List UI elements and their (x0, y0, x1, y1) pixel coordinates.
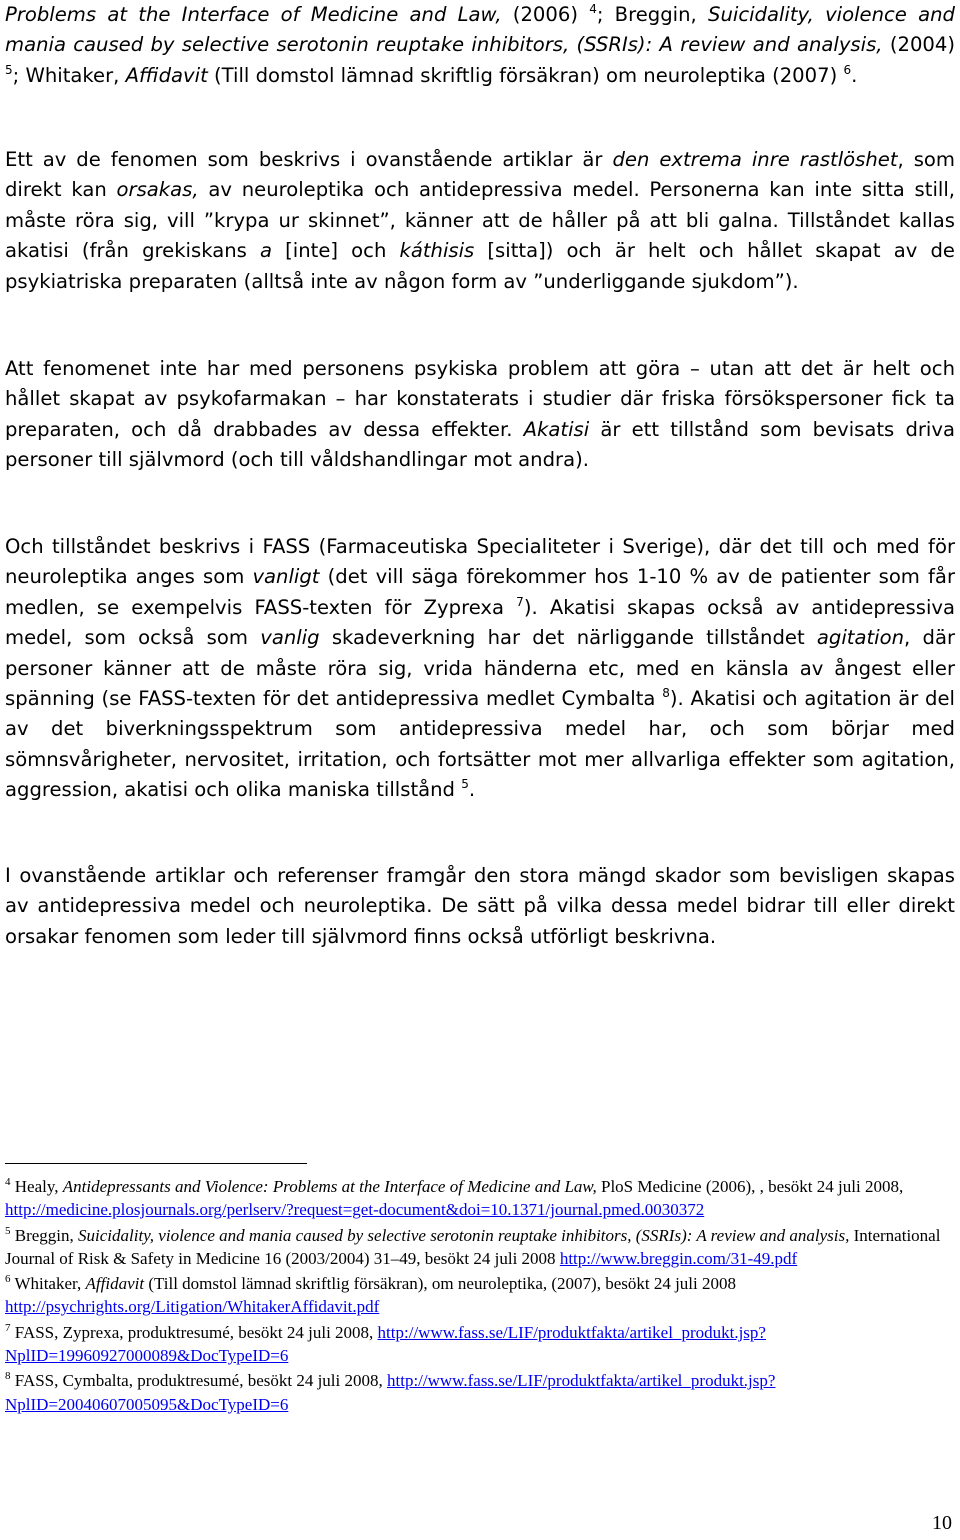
footnote-link[interactable]: http://psychrights.org/Litigation/WhitakerAffidavit.pdf (5, 1297, 380, 1317)
footnote-link[interactable]: http://www.fass.se/LIF/produktfakta/artikel_produkt.jsp?NplID=19960927000089&DocTypeID=6 (5, 1322, 766, 1366)
footnote-separator (5, 1163, 307, 1164)
footnote-text: FASS, Cymbalta, produktresumé, besökt 24 juli 2008, (10, 1371, 388, 1391)
ref-title-healy: Problems at the Interface of Medicine and Law, (5, 3, 502, 26)
footnote-text: FASS, Zyprexa, produktresumé, besökt 24 juli 2008, (10, 1322, 378, 1342)
paragraph-studies (5, 354, 955, 476)
footnote-author: Breggin, (10, 1225, 79, 1245)
text-run: skadeverkning har det närliggande tillståndet (319, 626, 817, 650)
footnote-text: PloS Medicine (2006), , besökt 24 juli 2008, (596, 1177, 904, 1196)
emphasis-text: orsakas, (116, 178, 199, 202)
text-run: [sitta]) och är helt och hållet skapat av de psykiatriska preparaten (alltså inte av någon form av ”underliggande sjukdom”). (5, 239, 955, 293)
footnote-link[interactable]: http://www.breggin.com/31-49.pdf (559, 1248, 798, 1268)
ref-year: (2004) (882, 33, 955, 57)
emphasis-text: agitation (816, 626, 905, 650)
footnotes (5, 1175, 955, 1418)
footnote-text: International Journal of Risk & Safety in Medicine 16 (2003/2004) 31–49, besökt 24 juli 2008 (5, 1225, 941, 1268)
ref-author-whitaker: ; Whitaker, (12, 63, 126, 87)
text-run: Ett av de fenomen som beskrivs i ovanstående artiklar är (5, 148, 613, 171)
text-run: av neuroleptika och antidepressiva medel. Personerna kan inte sitta still, måste röra sig, vill ”krypa ur skinnet”, känner att de håller på att bli galna. Tillståndet kallas akatisi (från grekiskans (5, 178, 955, 263)
ref-year: (2006) (501, 3, 590, 26)
emphasis-text: káthisis (399, 239, 475, 263)
footnote-number: 5 (5, 1224, 11, 1237)
paragraph-akatisi-definition (5, 145, 955, 297)
footnote-6 (5, 1272, 955, 1319)
ref-description: (Till domstol lämnad skriftlig försäkran) om neuroleptika (2007) (207, 63, 844, 87)
ref-title-whitaker: Affidavit (125, 63, 208, 87)
punctuation: . (468, 778, 476, 802)
footnote-ref-4[interactable]: 4 (589, 2, 597, 16)
footnote-ref-6[interactable]: 6 (843, 62, 852, 77)
text-run: är ett tillstånd som bevisats driva personer till självmord (och till våldshandlingar mot andra). (5, 417, 955, 472)
footnote-link[interactable]: http://www.fass.se/LIF/produktfakta/artikel_produkt.jsp?NplID=20040607005095&DocTypeID=6 (5, 1371, 776, 1414)
emphasis-text: Akatisi (523, 417, 590, 441)
footnote-8 (5, 1369, 955, 1416)
emphasis-text: vanlig (260, 626, 320, 650)
footnote-title: Affidavit (85, 1274, 145, 1294)
footnote-title: Antidepressants and Violence: Problems at the Interface of Medicine and Law, (62, 1177, 597, 1196)
emphasis-text: vanligt (252, 565, 320, 589)
emphasis-text: a (260, 239, 273, 263)
text-run: , där personer känner att de måste röra sig, vrida händerna etc, med en känsla av ångest eller spänning (se FASS-texten för det antidepressiva medlet Cymbalta (5, 626, 956, 711)
paragraph-references-continued (5, 0, 955, 91)
footnote-ref-5[interactable]: 5 (461, 777, 469, 792)
footnote-number: 7 (5, 1321, 11, 1334)
paragraph-fass (5, 532, 955, 806)
footnote-number: 4 (5, 1176, 11, 1188)
ref-title-breggin: Suicidality, violence and mania caused by selective serotonin reuptake inhibitors, (SSRIs): A review and analysis, (5, 3, 955, 57)
text-run: , som direkt kan (5, 148, 955, 202)
text-run: ). Akatisi och agitation är del av det biverkningsspektrum som antidepressiva medel har, och som börjar med sömnsvårigheter, nervositet, irritation, och fortsätter mot mer allvarliga effekter som agitation, aggression, akatisi och olika maniska tillstånd (5, 687, 955, 802)
footnote-title: Suicidality, violence and mania caused by selective serotonin reuptake inhibitors, (SSRIs): A review and analysis, (78, 1225, 850, 1245)
text-run: (det vill säga förekommer hos 1-10 % av de patienter som får medlen, se exempelvis FASS-texten för Zyprexa (5, 565, 955, 619)
text-run: ). Akatisi skapas också av antidepressiva medel, som också som (5, 595, 956, 650)
punctuation: . (851, 63, 858, 87)
ref-author-breggin: ; Breggin, (596, 3, 709, 26)
footnote-ref-8[interactable]: 8 (662, 686, 670, 701)
footnote-ref-5[interactable]: 5 (5, 62, 13, 77)
footnote-number: 6 (5, 1273, 11, 1286)
footnote-author: Healy, (10, 1177, 63, 1196)
footnote-text: (Till domstol lämnad skriftlig försäkran), om neuroleptika, (2007), besökt 24 juli 2008 (144, 1274, 736, 1294)
page-number: 10 (932, 1512, 952, 1534)
text-run: Att fenomenet inte har med personens psykiska problem att göra – utan att det är helt och hållet skapat av psykofarmakan – har konstaterats i studier där friska försökspersoner fick ta preparaten, och då drabbades av dessa effekter. (5, 357, 955, 441)
paragraph-conclusion: I ovanstående artiklar och referenser framgår den stora mängd skador som bevisligen skapas av antidepressiva medel och neuroleptika. De sätt på vilka dessa medel bidrar till eller direkt orsakar fenomen som leder till självmord finns också utförligt beskrivna. (5, 864, 955, 948)
footnote-5 (5, 1224, 955, 1271)
text-run: [inte] och (272, 239, 400, 263)
footnote-ref-7[interactable]: 7 (516, 594, 524, 609)
footnote-7 (5, 1321, 955, 1368)
footnote-number: 8 (5, 1370, 11, 1383)
emphasis-text: den extrema inre rastlöshet (612, 148, 898, 171)
text-run: Och tillståndet beskrivs i FASS (Farmaceutiska Specialiteter i Sverige), där det till och med för neuroleptika anges som (5, 535, 955, 589)
footnote-link[interactable]: http://medicine.plosjournals.org/perlserv/?request=get-document&doi=10.1371/journal.pmed.0030372 (5, 1200, 705, 1220)
footnote-4 (5, 1175, 955, 1222)
footnote-author: Whitaker, (10, 1274, 86, 1294)
